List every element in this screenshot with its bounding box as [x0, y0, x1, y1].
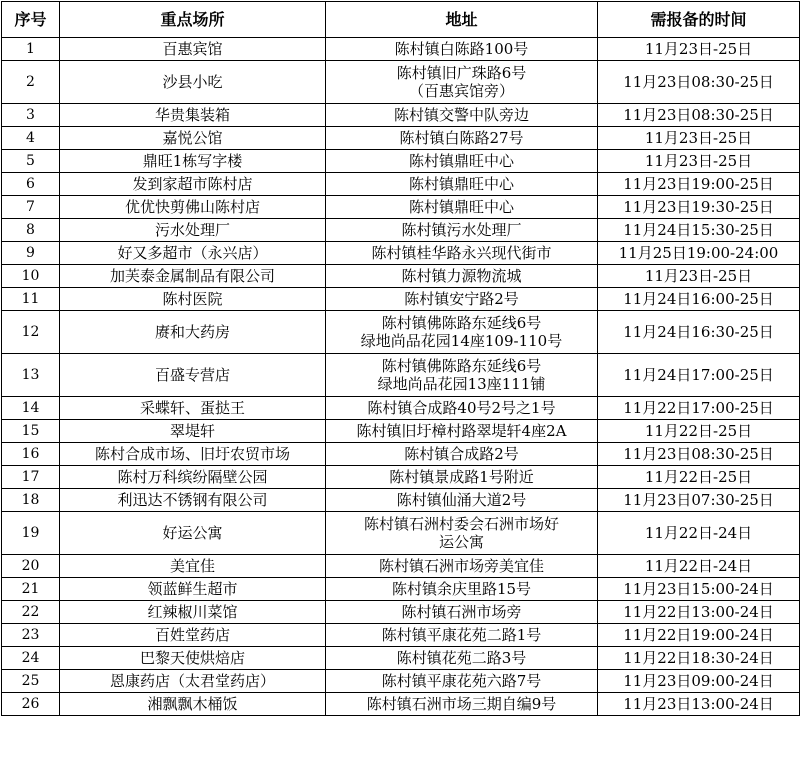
- table-body: [2, 38, 800, 716]
- row-address: [326, 647, 598, 670]
- table-row: [2, 196, 800, 219]
- table-row: [2, 61, 800, 104]
- address-line: 运公寓: [438, 533, 484, 551]
- table-row: [2, 265, 800, 288]
- row-address: [326, 150, 598, 173]
- row-index: 19: [2, 512, 60, 555]
- row-report-time: 11月25日19:00-24:00: [598, 242, 800, 265]
- table-row: [2, 693, 800, 716]
- row-report-time: 11月22日18:30-24日: [598, 647, 800, 670]
- row-place: 沙县小吃: [60, 61, 326, 104]
- table-row: [2, 397, 800, 420]
- address-line: 陈村镇石洲市场旁美宜佳: [378, 557, 544, 575]
- address-line: 陈村镇石洲市场旁: [401, 603, 522, 621]
- address-line: 陈村镇桂华路永兴现代街市: [371, 244, 552, 262]
- row-index: 2: [2, 61, 60, 104]
- row-place: 陈村合成市场、旧圩农贸市场: [60, 443, 326, 466]
- address-line: 陈村镇合成路40号2号之1号: [367, 399, 556, 417]
- row-index: 7: [2, 196, 60, 219]
- row-report-time: 11月23日09:00-24日: [598, 670, 800, 693]
- table-row: [2, 489, 800, 512]
- row-index: 8: [2, 219, 60, 242]
- row-report-time: 11月23日13:00-24日: [598, 693, 800, 716]
- address-line: 陈村镇鼎旺中心: [408, 152, 514, 170]
- row-place: 陈村万科缤纷隔壁公园: [60, 466, 326, 489]
- table-row: [2, 555, 800, 578]
- row-index: 13: [2, 354, 60, 397]
- row-index: 4: [2, 127, 60, 150]
- row-place: 华贵集装箱: [60, 104, 326, 127]
- row-address: [326, 311, 598, 354]
- row-report-time: 11月22日19:00-24日: [598, 624, 800, 647]
- row-place: 湘飘飘木桶饭: [60, 693, 326, 716]
- row-address: [326, 397, 598, 420]
- table-row: [2, 354, 800, 397]
- table-row: [2, 219, 800, 242]
- table-row: [2, 420, 800, 443]
- row-report-time: 11月23日15:00-24日: [598, 578, 800, 601]
- row-place: 鼎旺1栋写字楼: [60, 150, 326, 173]
- row-place: 百盛专营店: [60, 354, 326, 397]
- row-place: 好又多超市（永兴店）: [60, 242, 326, 265]
- row-address: [326, 61, 598, 104]
- row-report-time: 11月24日16:00-25日: [598, 288, 800, 311]
- row-place: 发到家超市陈村店: [60, 173, 326, 196]
- table-row: [2, 512, 800, 555]
- row-place: 巴黎天使烘焙店: [60, 647, 326, 670]
- row-place: 百惠宾馆: [60, 38, 326, 61]
- address-line: 陈村镇合成路2号: [404, 445, 519, 463]
- row-index: 9: [2, 242, 60, 265]
- row-index: 25: [2, 670, 60, 693]
- row-place: 采蝶轩、蛋挞王: [60, 397, 326, 420]
- row-report-time: 11月23日19:30-25日: [598, 196, 800, 219]
- row-index: 23: [2, 624, 60, 647]
- row-report-time: 11月22日-24日: [598, 555, 800, 578]
- row-index: 14: [2, 397, 60, 420]
- table-row: [2, 311, 800, 354]
- row-index: 1: [2, 38, 60, 61]
- table-row: [2, 443, 800, 466]
- row-address: [326, 512, 598, 555]
- row-report-time: 11月23日-25日: [598, 38, 800, 61]
- row-index: 3: [2, 104, 60, 127]
- row-address: [326, 443, 598, 466]
- row-place: 恩康药店（太君堂药店）: [60, 670, 326, 693]
- table-row: [2, 38, 800, 61]
- row-address: [326, 578, 598, 601]
- row-report-time: 11月22日17:00-25日: [598, 397, 800, 420]
- row-address: [326, 196, 598, 219]
- row-address: [326, 670, 598, 693]
- row-address: [326, 489, 598, 512]
- row-address: [326, 265, 598, 288]
- row-report-time: 11月24日15:30-25日: [598, 219, 800, 242]
- row-report-time: 11月22日13:00-24日: [598, 601, 800, 624]
- row-place: 百姓堂药店: [60, 624, 326, 647]
- address-line: 陈村镇安宁路2号: [404, 290, 519, 308]
- row-address: [326, 104, 598, 127]
- row-place: 利迅达不锈钢有限公司: [60, 489, 326, 512]
- table-header-row: [2, 2, 800, 38]
- address-line: 陈村镇佛陈路东延线6号: [381, 314, 542, 332]
- address-line: 陈村镇旧圩樟村路翠堤轩4座2A: [356, 422, 567, 440]
- row-place: 领蓝鲜生超市: [60, 578, 326, 601]
- address-line: 陈村镇石洲市场三期自编9号: [366, 695, 557, 713]
- row-report-time: 11月23日08:30-25日: [598, 443, 800, 466]
- row-address: [326, 38, 598, 61]
- table-row: [2, 173, 800, 196]
- row-place: 污水处理厂: [60, 219, 326, 242]
- table-row: [2, 242, 800, 265]
- address-line: 绿地尚品花园13座111铺: [377, 375, 546, 393]
- row-place: 嘉悦公馆: [60, 127, 326, 150]
- row-place: 翠堤轩: [60, 420, 326, 443]
- row-report-time: 11月23日07:30-25日: [598, 489, 800, 512]
- row-place: 陈村医院: [60, 288, 326, 311]
- row-address: [326, 601, 598, 624]
- row-index: 26: [2, 693, 60, 716]
- row-address: [326, 127, 598, 150]
- row-address: [326, 354, 598, 397]
- row-report-time: 11月22日-25日: [598, 420, 800, 443]
- row-index: 11: [2, 288, 60, 311]
- address-line: 陈村镇仙涌大道2号: [396, 491, 527, 509]
- row-address: [326, 693, 598, 716]
- row-index: 24: [2, 647, 60, 670]
- row-report-time: 11月22日-24日: [598, 512, 800, 555]
- row-index: 10: [2, 265, 60, 288]
- address-line: 陈村镇余庆里路15号: [391, 580, 532, 598]
- row-index: 21: [2, 578, 60, 601]
- row-report-time: 11月23日08:30-25日: [598, 61, 800, 104]
- address-line: 陈村镇石洲村委会石洲市场好: [363, 515, 559, 533]
- row-report-time: 11月23日-25日: [598, 150, 800, 173]
- row-index: 12: [2, 311, 60, 354]
- row-address: [326, 173, 598, 196]
- address-line: 陈村镇平康花苑二路1号: [381, 626, 542, 644]
- key-places-table: [1, 1, 800, 716]
- header-address: 地址: [326, 2, 598, 38]
- address-line: 陈村镇平康花苑六路7号: [381, 672, 542, 690]
- row-address: [326, 624, 598, 647]
- row-index: 22: [2, 601, 60, 624]
- row-report-time: 11月23日-25日: [598, 127, 800, 150]
- address-line: （百惠宾馆旁）: [408, 82, 514, 100]
- row-place: 优优快剪佛山陈村店: [60, 196, 326, 219]
- header-place: 重点场所: [60, 2, 326, 38]
- row-address: [326, 242, 598, 265]
- row-report-time: 11月23日-25日: [598, 265, 800, 288]
- address-line: 陈村镇景成路1号附近: [389, 468, 534, 486]
- table-row: [2, 466, 800, 489]
- address-line: 陈村镇力源物流城: [401, 267, 522, 285]
- table-row: [2, 104, 800, 127]
- table-row: [2, 601, 800, 624]
- row-report-time: 11月23日08:30-25日: [598, 104, 800, 127]
- row-address: [326, 219, 598, 242]
- address-line: 陈村镇鼎旺中心: [408, 175, 514, 193]
- table-row: [2, 670, 800, 693]
- row-address: [326, 420, 598, 443]
- row-report-time: 11月23日19:00-25日: [598, 173, 800, 196]
- row-place: 红辣椒川菜馆: [60, 601, 326, 624]
- address-line: 陈村镇旧广珠路6号: [396, 64, 527, 82]
- row-place: 美宜佳: [60, 555, 326, 578]
- table-row: [2, 150, 800, 173]
- row-index: 16: [2, 443, 60, 466]
- table-row: [2, 578, 800, 601]
- row-address: [326, 288, 598, 311]
- address-line: 陈村镇鼎旺中心: [408, 198, 514, 216]
- row-index: 20: [2, 555, 60, 578]
- address-line: 陈村镇白陈路100号: [394, 40, 529, 58]
- address-line: 陈村镇白陈路27号: [399, 129, 524, 147]
- row-index: 18: [2, 489, 60, 512]
- row-index: 15: [2, 420, 60, 443]
- row-report-time: 11月24日17:00-25日: [598, 354, 800, 397]
- table-row: [2, 127, 800, 150]
- table-row: [2, 624, 800, 647]
- header-index: 序号: [2, 2, 60, 38]
- row-index: 17: [2, 466, 60, 489]
- row-report-time: 11月22日-25日: [598, 466, 800, 489]
- row-address: [326, 466, 598, 489]
- row-place: 好运公寓: [60, 512, 326, 555]
- row-report-time: 11月24日16:30-25日: [598, 311, 800, 354]
- address-line: 绿地尚品花园14座109-110号: [360, 332, 563, 350]
- address-line: 陈村镇污水处理厂: [401, 221, 522, 239]
- row-index: 5: [2, 150, 60, 173]
- header-report-time: 需报备的时间: [598, 2, 800, 38]
- row-place: 加芙泰金属制品有限公司: [60, 265, 326, 288]
- address-line: 陈村镇交警中队旁边: [393, 106, 529, 124]
- row-address: [326, 555, 598, 578]
- address-line: 陈村镇佛陈路东延线6号: [381, 357, 542, 375]
- table-row: [2, 288, 800, 311]
- row-place: 赓和大药房: [60, 311, 326, 354]
- row-index: 6: [2, 173, 60, 196]
- address-line: 陈村镇花苑二路3号: [396, 649, 527, 667]
- table-row: [2, 647, 800, 670]
